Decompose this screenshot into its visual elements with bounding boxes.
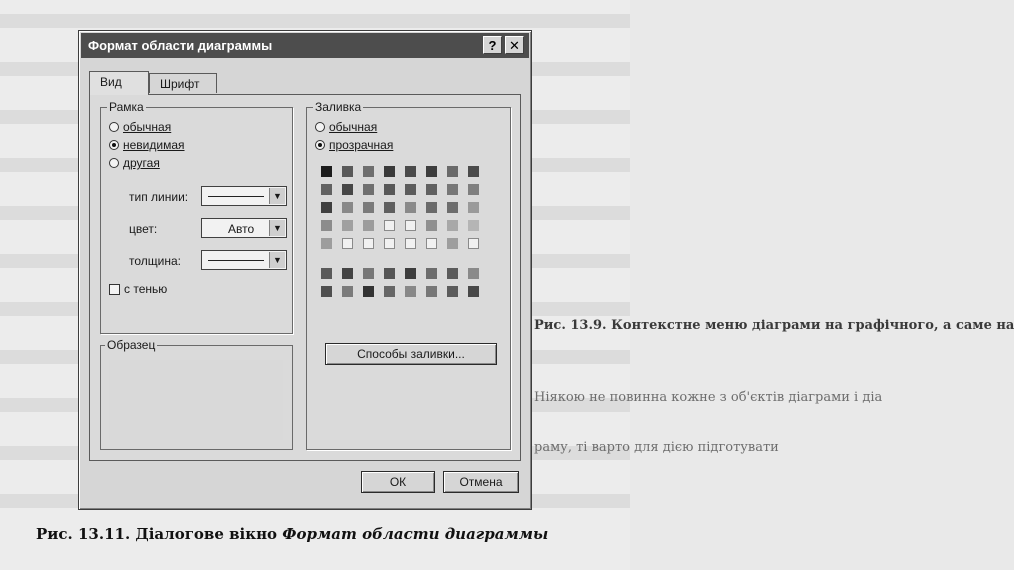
color-swatch[interactable] xyxy=(342,202,353,213)
tab-font[interactable]: Шрифт xyxy=(149,73,217,93)
color-swatch[interactable] xyxy=(342,166,353,177)
color-swatch[interactable] xyxy=(405,220,416,231)
color-swatch[interactable] xyxy=(405,184,416,195)
color-swatch[interactable] xyxy=(447,202,458,213)
figure-caption xyxy=(36,525,548,543)
color-swatch[interactable] xyxy=(384,286,395,297)
color-swatch[interactable] xyxy=(468,184,479,195)
color-swatch[interactable] xyxy=(426,268,437,279)
help-button[interactable]: ? xyxy=(483,36,502,54)
close-button[interactable]: ✕ xyxy=(505,36,524,54)
dialog-title: Формат области диаграммы xyxy=(88,38,273,53)
color-swatch[interactable] xyxy=(468,202,479,213)
radio-label: обычная xyxy=(123,120,172,134)
color-swatch[interactable] xyxy=(468,220,479,231)
color-swatch[interactable] xyxy=(321,268,332,279)
cancel-button[interactable]: Отмена xyxy=(443,471,519,493)
color-swatch[interactable] xyxy=(321,220,332,231)
checkbox-box xyxy=(109,284,120,295)
radio-dot-selected xyxy=(315,140,325,150)
color-swatch[interactable] xyxy=(321,238,332,249)
color-swatch[interactable] xyxy=(384,166,395,177)
color-swatch[interactable] xyxy=(426,166,437,177)
radio-label: невидимая xyxy=(123,138,185,152)
color-swatch[interactable] xyxy=(405,238,416,249)
title-bar[interactable] xyxy=(81,33,529,58)
color-swatch[interactable] xyxy=(321,166,332,177)
radio-dot-selected xyxy=(109,140,119,150)
format-chart-area-dialog xyxy=(78,30,532,510)
radio-label: другая xyxy=(123,156,160,170)
color-value: Авто xyxy=(228,222,255,236)
border-group-label: Рамка xyxy=(109,100,144,114)
shadow-checkbox[interactable] xyxy=(109,282,167,296)
background-line xyxy=(0,14,630,28)
color-swatch[interactable] xyxy=(447,184,458,195)
background-text: Рис. 13.9. Контекстне меню діаграми на графічного, а саме на xyxy=(534,318,1014,333)
caption-prefix: Рис. 13.11. Діалогове вікно xyxy=(36,525,283,543)
color-swatch[interactable] xyxy=(405,202,416,213)
color-swatch[interactable] xyxy=(363,238,374,249)
sample-group-label: Образец xyxy=(107,338,156,352)
fill-radio-transparent[interactable] xyxy=(315,138,393,152)
sample-group xyxy=(100,338,293,450)
ok-button[interactable]: ОК xyxy=(361,471,435,493)
color-swatch[interactable] xyxy=(405,268,416,279)
color-swatch[interactable] xyxy=(405,166,416,177)
color-swatch[interactable] xyxy=(321,202,332,213)
color-swatch[interactable] xyxy=(426,220,437,231)
color-swatch[interactable] xyxy=(447,268,458,279)
line-type-dropdown[interactable] xyxy=(201,186,287,206)
fill-effects-button[interactable]: Способы заливки... xyxy=(325,343,497,365)
color-swatch[interactable] xyxy=(405,286,416,297)
color-swatch[interactable] xyxy=(384,238,395,249)
weight-label: толщина: xyxy=(129,254,181,268)
color-swatch[interactable] xyxy=(468,286,479,297)
tab-panel xyxy=(89,94,521,461)
chevron-down-icon[interactable]: ▼ xyxy=(269,188,285,204)
color-swatch[interactable] xyxy=(468,268,479,279)
color-swatch[interactable] xyxy=(426,184,437,195)
color-swatch[interactable] xyxy=(342,220,353,231)
background-text: раму, ті варто для дією підготувати xyxy=(534,440,779,455)
color-swatch[interactable] xyxy=(321,184,332,195)
radio-dot xyxy=(109,158,119,168)
color-swatch[interactable] xyxy=(342,268,353,279)
color-swatch[interactable] xyxy=(447,166,458,177)
radio-label: обычная xyxy=(329,120,378,134)
color-swatch[interactable] xyxy=(447,238,458,249)
color-swatch[interactable] xyxy=(468,238,479,249)
tab-view[interactable]: Вид xyxy=(89,71,149,95)
weight-dropdown[interactable] xyxy=(201,250,287,270)
color-swatch[interactable] xyxy=(426,238,437,249)
color-swatch[interactable] xyxy=(363,166,374,177)
color-swatch[interactable] xyxy=(363,268,374,279)
radio-dot xyxy=(315,122,325,132)
color-swatch[interactable] xyxy=(468,166,479,177)
sample-preview xyxy=(109,360,283,440)
caption-italic: Формат области диаграммы xyxy=(282,525,549,543)
shadow-label: с тенью xyxy=(124,282,168,296)
color-swatch[interactable] xyxy=(426,286,437,297)
color-swatch[interactable] xyxy=(342,238,353,249)
radio-label: прозрачная xyxy=(329,138,394,152)
line-type-label: тип линии: xyxy=(129,190,189,204)
color-swatch[interactable] xyxy=(363,286,374,297)
color-swatch[interactable] xyxy=(363,202,374,213)
radio-dot xyxy=(109,122,119,132)
fill-group-label: Заливка xyxy=(315,100,362,114)
border-radio-none[interactable] xyxy=(109,138,185,152)
color-swatch[interactable] xyxy=(384,184,395,195)
color-swatch[interactable] xyxy=(447,220,458,231)
fill-group xyxy=(306,100,511,450)
chevron-down-icon[interactable]: ▼ xyxy=(269,220,285,236)
color-dropdown[interactable] xyxy=(201,218,287,238)
color-swatch[interactable] xyxy=(426,202,437,213)
fill-radio-automatic[interactable] xyxy=(315,120,377,134)
color-swatch[interactable] xyxy=(342,184,353,195)
color-swatch[interactable] xyxy=(384,220,395,231)
line-preview xyxy=(208,260,264,261)
chevron-down-icon[interactable]: ▼ xyxy=(269,252,285,268)
background-text: Ніякою не повинна кожне з об'єктів діаграми і діа xyxy=(534,390,883,405)
border-group xyxy=(100,100,293,334)
color-label: цвет: xyxy=(129,222,158,236)
color-swatch[interactable] xyxy=(363,184,374,195)
color-swatch[interactable] xyxy=(363,220,374,231)
color-swatch[interactable] xyxy=(447,286,458,297)
color-swatch[interactable] xyxy=(384,268,395,279)
border-radio-automatic[interactable] xyxy=(109,120,171,134)
line-preview xyxy=(208,196,264,197)
color-swatch[interactable] xyxy=(342,286,353,297)
border-radio-custom[interactable] xyxy=(109,156,160,170)
color-swatch[interactable] xyxy=(321,286,332,297)
color-swatch[interactable] xyxy=(384,202,395,213)
